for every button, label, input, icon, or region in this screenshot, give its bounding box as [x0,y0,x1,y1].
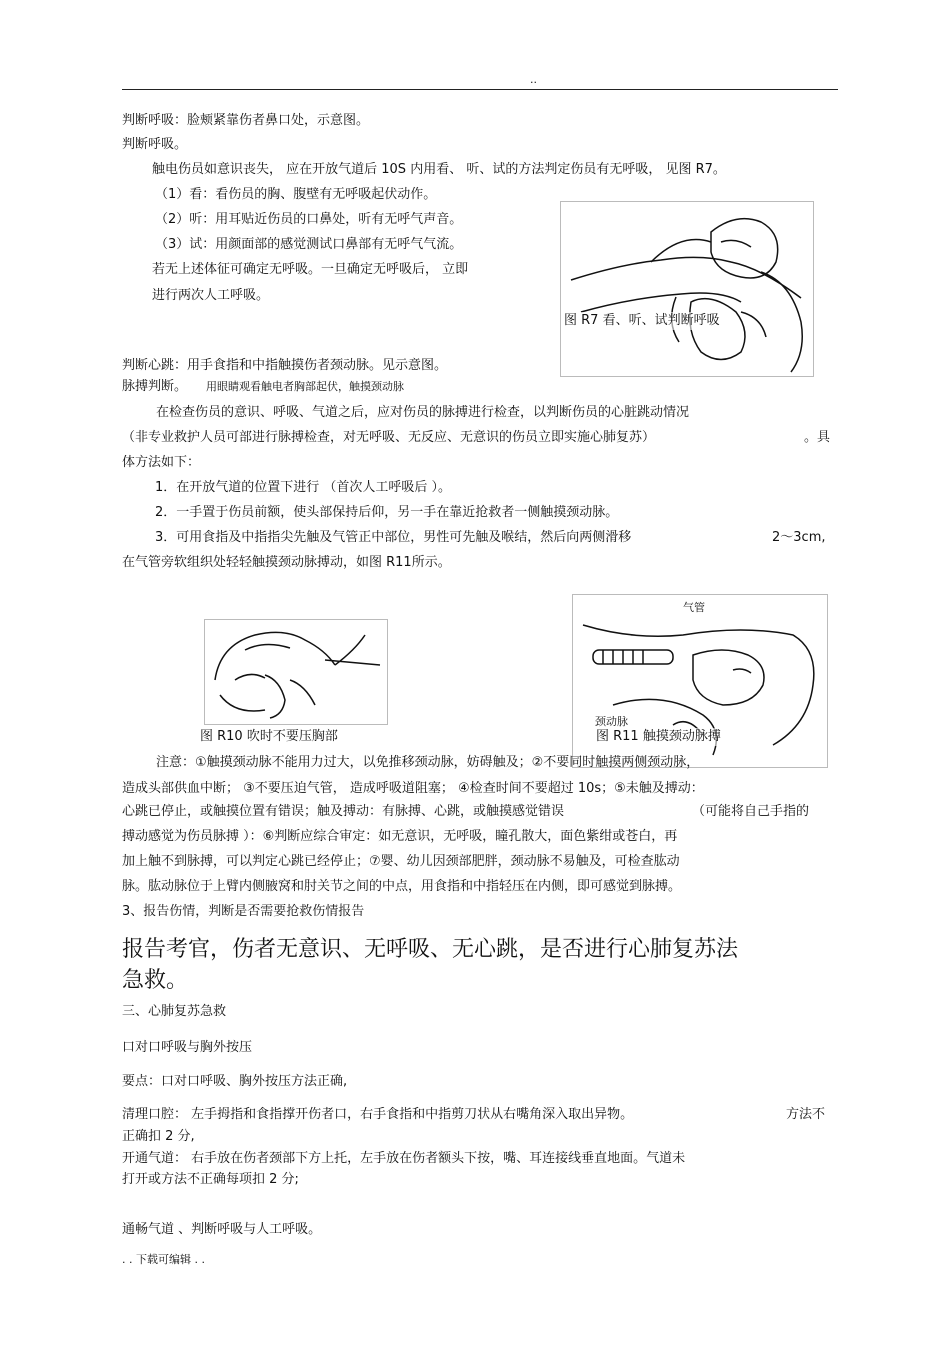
text-line: 触电伤员如意识丧失， 应在开放气道后 10S 内用看、 听、试的方法判定伤员有无呼吸， 见图 R7。 [152,162,726,177]
header-dots: .. [530,73,537,86]
header-rule [122,89,838,90]
figure-r7-image [560,201,814,377]
text-line: 正确扣 2 分, [122,1129,195,1144]
section-heading: 三、心肺复苏急救 [122,1004,227,1019]
text-line: 在检查伤员的意识、呼吸、气道之后，应对伤员的脉搏进行检查，以判断伤员的心脏跳动情况 [156,405,690,420]
text-line: 2～3cm, [772,530,826,545]
text-line: （非专业救护人员可部进行脉搏检查，对无呼吸、无反应、无意识的伤员立即实施心肺复苏） [122,430,656,445]
text-line: 口对口呼吸与胸外按压 [122,1040,253,1055]
text-line: 判断心跳：用手食指和中指触摸伤者颈动脉。见示意图。 [122,358,448,373]
text-line: 3．可用食指及中指指尖先触及气管正中部位，男性可先触及喉结，然后向两侧滑移 [155,530,632,545]
text-line: 若无上述体征可确定无呼吸。一旦确定无呼吸后， 立即 [152,262,469,277]
note-line: （可能将自己手指的 [692,804,810,819]
text-line: 。具 [804,430,831,445]
text-line: 体方法如下： [122,455,201,470]
report-heading: 急救。 [122,968,189,993]
text-line: 开通气道： 右手放在伤者颈部下方上托，左手放在伤者额头下按，嘴、耳连接线垂直地面。气道未 [122,1151,686,1166]
figure-r10-caption: 图 R10 吹时不要压胸部 [200,729,338,744]
text-line: 进行两次人工呼吸。 [152,288,270,303]
note-line: 注意：①触摸颈动脉不能用力过大，以免推移颈动脉，妨碍触及；②不要同时触摸两侧颈动脉， [156,755,700,770]
text-line: 要点：口对口呼吸、胸外按压方法正确, [122,1074,348,1089]
figure-r11-label-artery: 颈动脉 [595,715,628,728]
text-line: 在气管旁软组织处轻轻触摸颈动脉搏动，如图 R11所示。 [122,555,451,570]
note-line: 心跳已停止，或触摸位置有错误；触及搏动：有脉搏、心跳，或触摸感觉错误 [122,804,565,819]
figure-r10-image [204,619,388,725]
note-line: 搏动感觉为伤员脉搏 ）：⑥判断应综合审定：如无意识，无呼吸，瞳孔散大，面色紫绀或苍白，再 [122,829,678,844]
figure-r11-caption: 图 R11 触摸颈动脉搏 [596,729,721,744]
text-line: 脉搏判断。 [122,379,188,394]
text-line: 方法不 [786,1107,826,1122]
figure-r11-label-trachea: 气管 [683,601,705,614]
text-line: 清理口腔： 左手拇指和食指撑开伤者口，右手食指和中指剪刀状从右嘴角深入取出异物。 [122,1107,634,1122]
text-line: 判断呼吸：脸颊紧靠伤者鼻口处，示意图。 [122,113,370,128]
text-line: 打开或方法不正确每项扣 2 分; [122,1172,299,1187]
text-line: （1）看：看伤员的胸、腹壁有无呼吸起伏动作。 [155,187,437,202]
section-heading: 3、报告伤情，判断是否需要抢救伤情报告 [122,904,365,919]
text-line: 用眼睛观看触电者胸部起伏，触摸颈动脉 [206,380,404,393]
text-line: （2）听：用耳贴近伤员的口鼻处，听有无呼气声音。 [155,212,463,227]
text-line: 通畅气道 、判断呼吸与人工呼吸。 [122,1222,322,1237]
note-line: 造成头部供血中断； ③不要压迫气管， 造成呼吸道阻塞； ④检查时间不要超过 10s；⑤未触及搏动： [122,781,704,796]
report-heading: 报告考官，伤者无意识、无呼吸、无心跳，是否进行心肺复苏法 [122,937,739,962]
text-line: 1．在开放气道的位置下进行 （首次人工呼吸后 ）。 [155,480,452,495]
text-line: 2．一手置于伤员前额，使头部保持后仰，另一手在靠近抢救者一侧触摸颈动脉。 [155,505,619,520]
note-line: 脉。肱动脉位于上臂内侧腋窝和肘关节之间的中点，用食指和中指轻压在内侧，即可感觉到脉搏。 [122,879,682,894]
footer-text: . . 下载可编辑 . . [122,1253,205,1266]
text-line: 判断呼吸。 [122,137,188,152]
note-line: 加上触不到脉搏，可以判定心跳已经停止；⑦婴、幼儿因颈部肥胖，颈动脉不易触及，可检查肱动 [122,854,680,869]
figure-r7-caption: 图 R7 看、听、试判断呼吸 [564,313,720,328]
text-line: （3）试：用颜面部的感觉测试口鼻部有无呼气气流。 [155,237,463,252]
